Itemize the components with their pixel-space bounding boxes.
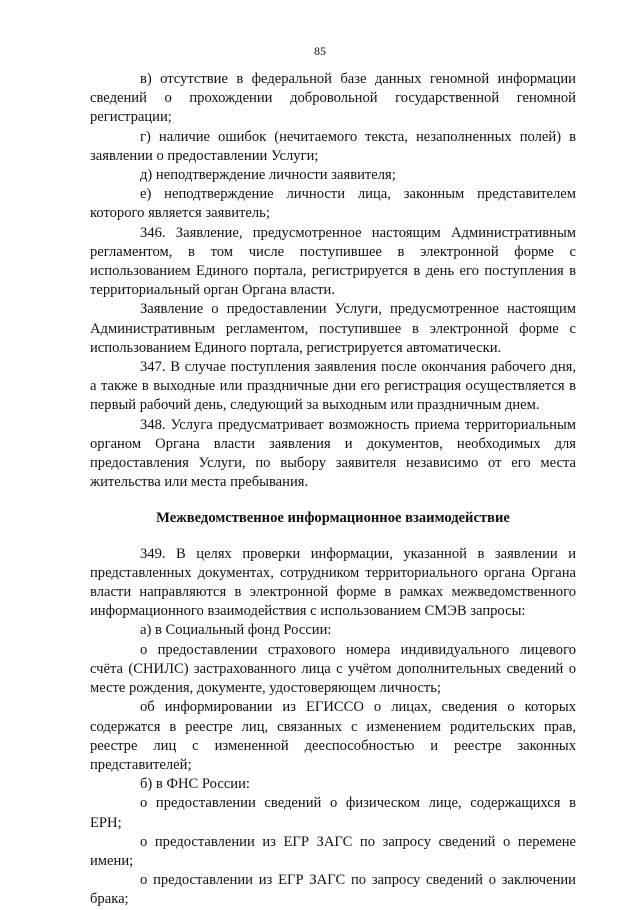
document-body [90, 70, 576, 910]
paragraph-egisso: об информировании из ЕГИССО о лицах, сведения о которых содержатся в реестре лиц, связанных с изменением родительских прав, реестре лиц с измененной дееспособностью и реестре законных представителей; [90, 699, 576, 773]
paragraph-346-auto: Заявление о предоставлении Услуги, предусмотренное настоящим Административным регламентом, поступившее в электронной форме с использованием Единого портала, регистрируется автоматически. [90, 301, 576, 356]
paragraph-ern: о предоставлении сведений о физическом лице, содержащихся в ЕРН; [90, 795, 576, 831]
paragraph-a: а) в Социальный фонд России: [140, 622, 332, 639]
paragraph-d: д) неподтверждение личности заявителя; [140, 167, 396, 184]
section-heading: Межведомственное информационное взаимодействие [156, 510, 510, 527]
paragraph-marriage: о предоставлении из ЕГР ЗАГС по запросу сведений о заключении брака; [90, 872, 576, 908]
paragraph-g: г) наличие ошибок (нечитаемого текста, незаполненных полей) в заявлении о предоставлении Услуги; [90, 128, 576, 164]
paragraph-e: е) неподтверждение личности лица, законным представителем которого является заявитель; [90, 186, 576, 222]
paragraph-346: 346. Заявление, предусмотренное настоящим Административным регламентом, в том числе поступившее в электронной форме с использованием Единого портала, регистрируется в день его поступления в территориальный орган Органа власти. [90, 224, 576, 299]
paragraph-348: 348. Услуга предусматривает возможность приема территориальным органом Органа власти заявления и документов, необходимых для предоставления Услуги, по выбору заявителя независимо от его места жительства или места пребывания. [90, 416, 576, 491]
paragraph-v: в) отсутствие в федеральной базе данных геномной информации сведений о прохождении добровольной государственной геномной регистрации; [90, 71, 576, 126]
paragraph-347: 347. В случае поступления заявления после окончания рабочего дня, а также в выходные или праздничные дни его регистрация осуществляется в первый рабочий день, следующий за выходным или праздничным днем. [90, 359, 576, 414]
paragraph-b: б) в ФНС России: [140, 776, 250, 793]
page-number: 85 [314, 44, 326, 58]
paragraph-snils: о предоставлении страхового номера индивидуального лицевого счёта (СНИЛС) застрахованного лица с учётом дополнительных сведений о месте рождения, документе, удостоверяющем личность; [90, 641, 576, 697]
paragraph-name-change: о предоставлении из ЕГР ЗАГС по запросу сведений о перемене имени; [90, 833, 576, 869]
paragraph-349: 349. В целях проверки информации, указанной в заявлении и представленных документах, сотрудником территориального органа Органа власти направляются в электронной форме в рамках межведомственного информационного взаимодействия с использованием СМЭВ запросы: [90, 545, 576, 620]
